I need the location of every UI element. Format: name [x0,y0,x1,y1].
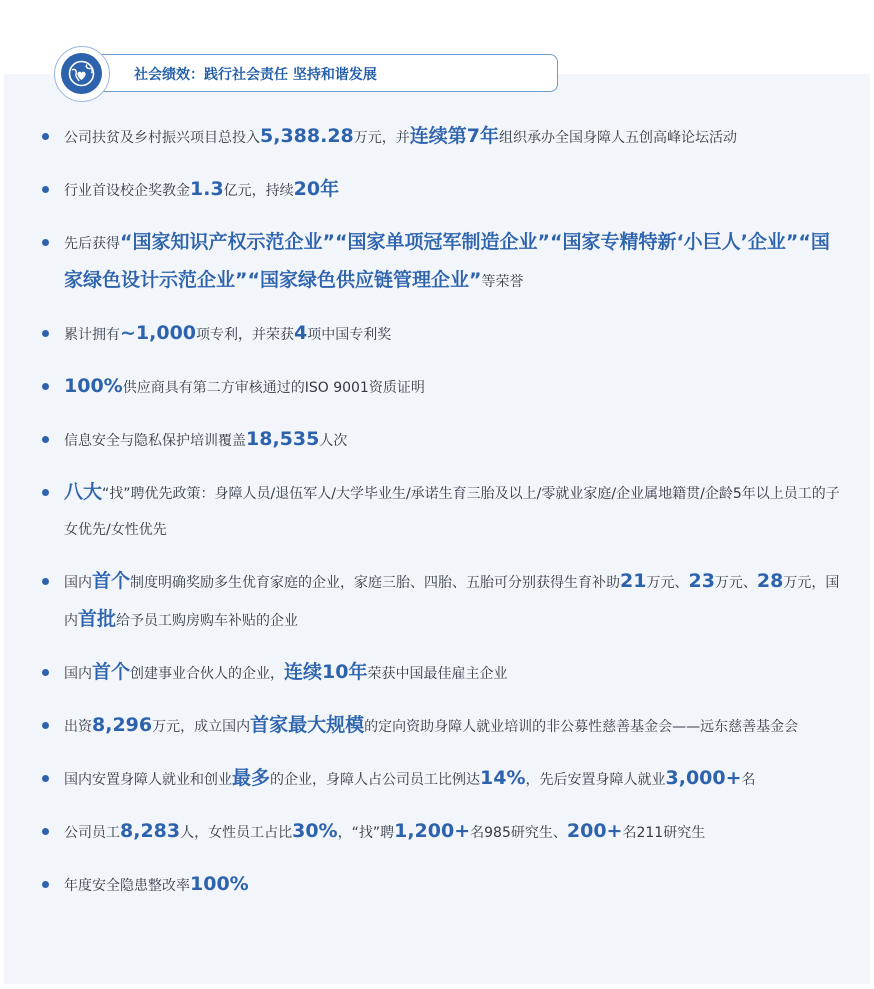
highlight-figure: 最多 [232,767,271,789]
item-text: 万元，国内 [64,575,840,629]
highlight-figure: ~1,000 [120,322,197,344]
section-emblem [54,46,110,102]
item-text: ，先后安置身障人就业 [525,772,666,788]
item-text: 的企业，身障人占公司员工比例达 [270,772,481,788]
highlight-figure: 30% [292,820,338,842]
item-text: 项中国专利奖 [307,327,392,343]
item-text: 出资 [64,719,92,735]
item-text: 项专利，并荣获 [196,327,295,343]
list-item [40,171,840,209]
list-item [40,315,840,353]
achievement-list [40,118,840,919]
highlight-figure: 首个 [92,661,131,683]
section-header [54,46,560,104]
highlight-figure: 1.3 [190,178,224,200]
highlight-figure: 21 [620,570,647,592]
item-text: 的定向资助身障人就业培训的非公募性慈善基金会——远东慈善基金会 [364,719,799,735]
list-item [40,707,840,745]
item-text: 累计拥有 [64,327,120,343]
highlight-figure: 连续10年 [284,661,368,683]
highlight-figure: 200+ [566,820,623,842]
item-text: 亿元，持续 [223,183,294,199]
item-text: 行业首设校企奖教金 [64,183,190,199]
item-text: 公司扶贫及乡村振兴项目总投入 [64,130,260,146]
highlight-figure: 首个 [92,570,131,592]
highlight-figure: 首批 [78,608,117,630]
item-text: 国内安置身障人就业和创业 [64,772,232,788]
item-text: 名985研究生、 [470,825,567,841]
section-title: 社会绩效：践行社会责任 坚持和谐发展 [134,67,377,83]
item-text: 万元，成立国内 [152,719,251,735]
globe-heart-icon-svg [67,59,96,88]
list-item [40,118,840,156]
item-text: 荣获中国最佳雇主企业 [367,666,508,682]
highlight-figure: 首家最大规模 [250,714,365,736]
highlight-figure: 3,000+ [665,767,742,789]
highlight-figure: 8,296 [92,714,153,736]
highlight-figure: 28 [756,570,784,592]
highlight-figure: 5,388.28 [260,125,354,147]
item-text: 万元、 [714,575,757,591]
list-item [40,813,840,851]
list-item [40,421,840,459]
highlight-figure: 连续第7年 [409,125,499,147]
item-text: 万元，并 [353,130,410,146]
highlight-figure: 1,200+ [394,820,471,842]
item-text: 名 [741,772,756,788]
highlight-figure: 23 [688,570,715,592]
item-text: 组织承办全国身障人五创高峰论坛活动 [499,130,737,146]
item-text: 万元、 [646,575,689,591]
item-text: 等荣誉 [481,274,524,290]
highlight-figure: 8,283 [120,820,181,842]
item-text: 国内 [64,575,92,591]
item-text: 公司员工 [64,825,120,841]
highlight-figure: “国家知识产权示范企业”“国家单项冠军制造企业”“国家专精特新‘小巨人’企业”“国家绿色设计示范企业”“国家绿色供应链管理企业” [64,231,830,291]
item-text: 给予员工购房购车补贴的企业 [116,613,299,629]
highlight-figure: 14% [480,767,526,789]
highlight-figure: 4 [294,322,308,344]
highlight-figure: 八大 [64,481,103,503]
item-text: 供应商具有第二方审核通过的ISO 9001资质证明 [122,380,425,396]
item-text: ，“找”聘 [337,825,395,841]
item-text: 先后获得 [64,236,120,252]
list-item [40,224,840,300]
item-text: 名211研究生 [622,825,706,841]
list-item [40,760,840,798]
list-item [40,368,840,406]
highlight-figure: 100% [64,375,123,397]
list-item [40,563,840,639]
highlight-figure: 18,535 [246,428,320,450]
item-text: 人，女性员工占比 [180,825,293,841]
highlight-figure: 100% [190,873,249,895]
list-item [40,654,840,692]
list-item [40,866,840,904]
item-text: 制度明确奖励多生优育家庭的企业，家庭三胎、四胎、五胎可分别获得生育补助 [130,575,621,591]
item-text: “找”聘优先政策：身障人员/退伍军人/大学毕业生/承诺生育三胎及以上/零就业家庭/企业属地籍贯/企龄5年以上员工的子女优先/女性优先 [64,486,840,538]
item-text: 国内 [64,666,92,682]
item-text: 创建事业合伙人的企业， [130,666,285,682]
item-text: 信息安全与隐私保护培训覆盖 [64,433,246,449]
list-item [40,474,840,548]
highlight-figure: 20年 [293,178,340,200]
item-text: 人次 [319,433,348,449]
globe-heart-icon [61,53,102,94]
item-text: 年度安全隐患整改率 [64,878,190,894]
